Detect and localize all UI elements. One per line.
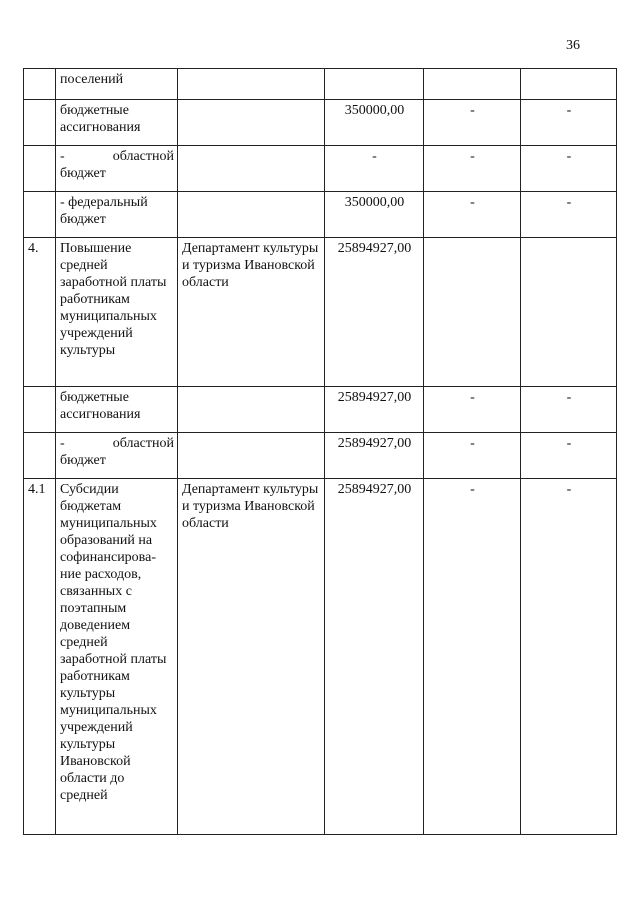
- row-col5-cell: -: [424, 387, 521, 433]
- row-col5-cell: -: [424, 192, 521, 238]
- row-col6-cell: [521, 69, 617, 100]
- row-department-cell: [178, 433, 325, 479]
- table-row: [24, 146, 617, 192]
- name-line-1: - областной: [60, 149, 174, 164]
- row-name-cell: - федеральный бюджет: [56, 192, 178, 238]
- row-amount-cell: -: [325, 146, 424, 192]
- row-amount-cell: 25894927,00: [325, 479, 424, 835]
- row-col5-cell: -: [424, 479, 521, 835]
- table-row: [24, 433, 617, 479]
- row-col6-cell: -: [521, 100, 617, 146]
- table-row: [24, 479, 617, 835]
- budget-table: [23, 68, 617, 835]
- row-number-cell: 4.: [24, 238, 56, 387]
- row-col5-cell: -: [424, 100, 521, 146]
- table-row: [24, 69, 617, 100]
- row-amount-cell: 350000,00: [325, 100, 424, 146]
- row-amount-cell: [325, 69, 424, 100]
- row-number-cell: [24, 387, 56, 433]
- row-col5-cell: -: [424, 433, 521, 479]
- name-line-2: бюджет: [60, 453, 106, 468]
- row-department-cell: [178, 100, 325, 146]
- row-col6-cell: [521, 238, 617, 387]
- row-name-cell: [56, 146, 178, 192]
- row-number-cell: 4.1: [24, 479, 56, 835]
- row-number-cell: [24, 69, 56, 100]
- row-department-cell: [178, 192, 325, 238]
- row-number-cell: [24, 433, 56, 479]
- row-name-cell: бюджетные ассигнования: [56, 387, 178, 433]
- row-department-cell: [178, 69, 325, 100]
- table-row: [24, 387, 617, 433]
- row-department-cell: [178, 146, 325, 192]
- row-number-cell: [24, 146, 56, 192]
- page-number: 36: [566, 38, 580, 53]
- row-department-cell: Департамент культуры и туризма Ивановской области: [178, 479, 325, 835]
- row-name-cell: бюджетные ассигнования: [56, 100, 178, 146]
- row-col5-cell: -: [424, 146, 521, 192]
- table-row: [24, 238, 617, 387]
- row-amount-cell: 25894927,00: [325, 433, 424, 479]
- row-name-cell: Субсидии бюджетам муниципальных образований на софинансирова-ние расходов, связанных с поэтапным доведением средней заработной платы работникам культуры муниципальных учреждений культуры Ивановской области до средней: [56, 479, 178, 835]
- row-name-cell: поселений: [56, 69, 178, 100]
- table-row: [24, 192, 617, 238]
- row-department-cell: Департамент культуры и туризма Ивановской области: [178, 238, 325, 387]
- row-number-cell: [24, 100, 56, 146]
- row-col5-cell: [424, 69, 521, 100]
- row-amount-cell: 350000,00: [325, 192, 424, 238]
- row-col6-cell: -: [521, 387, 617, 433]
- row-name-cell: Повышение средней заработной платы работникам муниципальных учреждений культуры: [56, 238, 178, 387]
- row-amount-cell: 25894927,00: [325, 387, 424, 433]
- row-number-cell: [24, 192, 56, 238]
- table-row: [24, 100, 617, 146]
- row-col6-cell: -: [521, 479, 617, 835]
- name-line-1: - областной: [60, 436, 174, 451]
- row-col6-cell: -: [521, 146, 617, 192]
- row-col6-cell: -: [521, 433, 617, 479]
- row-department-cell: [178, 387, 325, 433]
- row-name-cell: [56, 433, 178, 479]
- row-amount-cell: 25894927,00: [325, 238, 424, 387]
- row-col6-cell: -: [521, 192, 617, 238]
- name-line-2: бюджет: [60, 166, 106, 181]
- row-col5-cell: [424, 238, 521, 387]
